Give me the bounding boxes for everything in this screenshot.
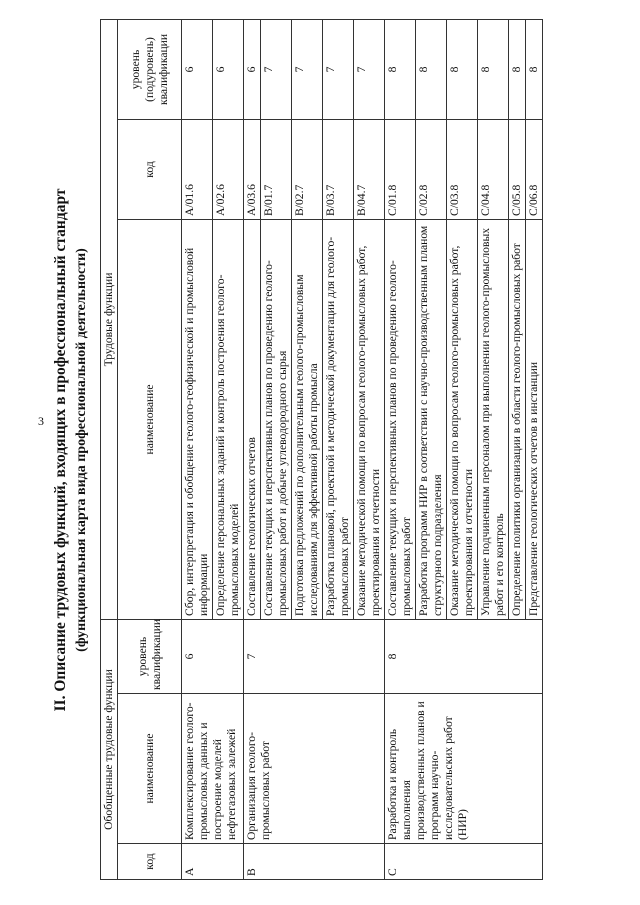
function-code: C/05.8 (509, 119, 526, 219)
function-code: C/01.8 (385, 119, 416, 219)
function-level: 7 (261, 19, 292, 119)
group-level: 7 (244, 619, 385, 693)
function-level: 6 (244, 19, 261, 119)
group-level: 8 (385, 619, 543, 693)
function-code: A/03.6 (244, 119, 261, 219)
function-level: 8 (385, 19, 416, 119)
function-code: A/01.6 (182, 119, 213, 219)
function-level: 7 (354, 19, 385, 119)
header-sublevel: уровень (подуровень) квалификации (118, 19, 182, 119)
function-code: C/04.8 (478, 119, 509, 219)
function-code: C/02.8 (416, 119, 447, 219)
header-level: уровень квалификации (118, 619, 182, 693)
function-level: 6 (182, 19, 213, 119)
function-name: Сбор, интерпретация и обобщение геолого-геофизической и промысловой информации (182, 219, 213, 619)
header-code: код (118, 844, 182, 880)
group-code: В (244, 844, 385, 880)
function-name: Оказание методической помощи по вопросам геолого-промысловых работ, проектирования и отчетности (447, 219, 478, 619)
header-generalized: Обобщенные трудовые функции (101, 619, 118, 879)
group-code: А (182, 844, 244, 880)
function-name: Управление подчиненным персоналом при выполнении геолого-промысловых работ и его контроль (478, 219, 509, 619)
function-name: Составление текущих и перспективных планов по проведению геолого-промысловых работ (385, 219, 416, 619)
rotated-page-content (40, 20, 600, 880)
function-code: B/04.7 (354, 119, 385, 219)
group-name: Разработка и контроль выполнения производственных планов и программ научно-исследовательских работ (НИР) (385, 694, 543, 844)
table-row (182, 19, 213, 879)
function-level: 8 (478, 19, 509, 119)
group-code: С (385, 844, 543, 880)
function-name: Разработка программ НИР в соответствии с научно-производственным планом структурного подразделения (416, 219, 447, 619)
header-function-code: код (118, 119, 182, 219)
table-row (385, 19, 416, 879)
function-name: Оказание методической помощи по вопросам геолого-промысловых работ, проектирования и отчетности (354, 219, 385, 619)
function-code: A/02.6 (213, 119, 244, 219)
section-subtitle: (функциональная карта вида профессиональной деятельности) (74, 248, 89, 652)
header-function-name: наименование (118, 219, 182, 619)
function-name: Составление геологических отчетов (244, 219, 261, 619)
function-name: Разработка плановой, проектной и методической документации для геолого-промысловых работ (323, 219, 354, 619)
function-level: 8 (509, 19, 526, 119)
function-level: 7 (323, 19, 354, 119)
function-level: 7 (292, 19, 323, 119)
page-number: 3 (38, 414, 44, 428)
group-level: 6 (182, 619, 244, 693)
section-title: II. Описание трудовых функций, входящих в профессиональный стандарт (52, 188, 69, 712)
header-labor: Трудовые функции (101, 19, 118, 619)
function-code: C/03.8 (447, 119, 478, 219)
function-code: B/01.7 (261, 119, 292, 219)
group-name: Комплексирование геолого-промысловых данных и построение моделей нефтегазовых залежей (182, 694, 244, 844)
function-name: Представление геологических отчетов в инстанции (526, 219, 543, 619)
function-name: Определение политики организации в области геолого-промысловых работ (509, 219, 526, 619)
header-name: наименование (118, 694, 182, 844)
function-level: 8 (526, 19, 543, 119)
function-name: Составление текущих и перспективных планов по проведению геолого-промысловых работ и добыче углеводородного сырья (261, 219, 292, 619)
table-row (244, 19, 261, 879)
function-level: 8 (447, 19, 478, 119)
function-level: 8 (416, 19, 447, 119)
functional-map-table (100, 19, 543, 880)
function-level: 6 (213, 19, 244, 119)
group-name: Организация геолого-промысловых работ (244, 694, 385, 844)
function-name: Определение персональных заданий и контроль построения геолого-промысловых моделей (213, 219, 244, 619)
function-code: C/06.8 (526, 119, 543, 219)
function-code: B/03.7 (323, 119, 354, 219)
function-code: B/02.7 (292, 119, 323, 219)
function-name: Подготовка предложений по дополнительным геолого-промысловым исследованиям для эффективной работы промысла (292, 219, 323, 619)
